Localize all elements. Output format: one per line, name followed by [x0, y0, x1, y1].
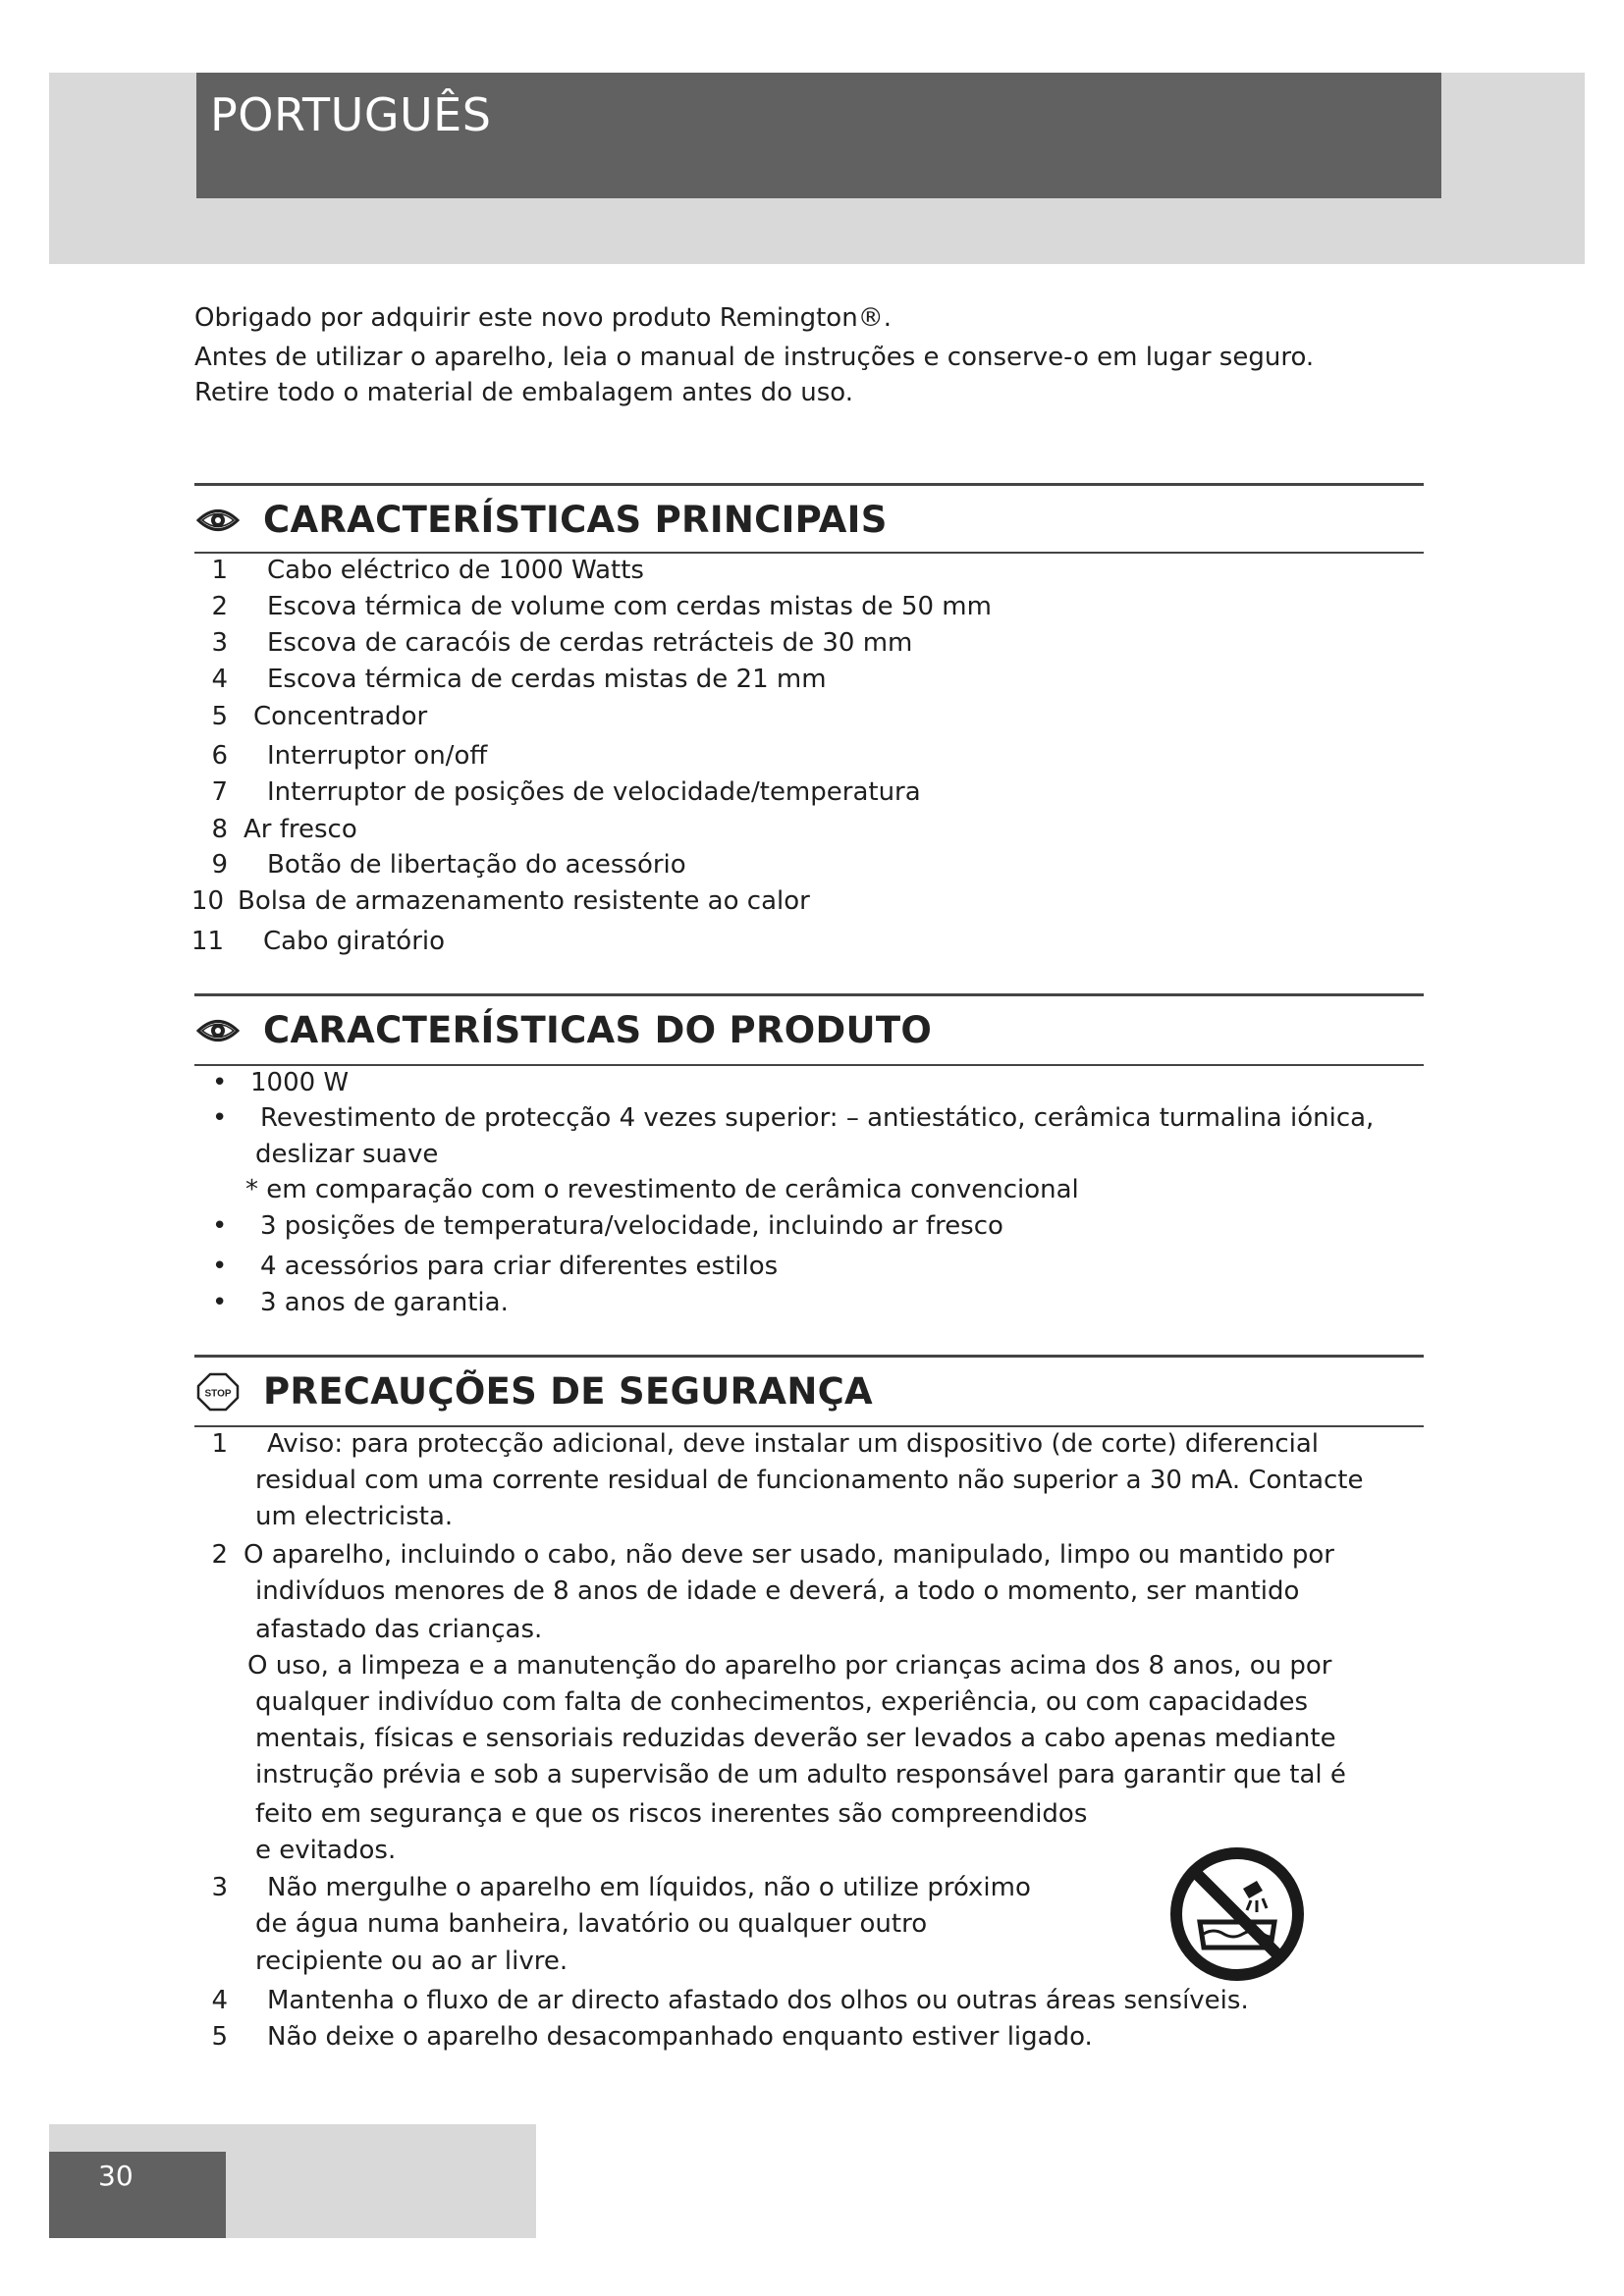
- section-subrule: [194, 1425, 1424, 1427]
- list-item: Cabo giratório: [263, 927, 446, 956]
- list-number: 1: [211, 556, 228, 585]
- list-item: 4 acessórios para criar diferentes estilos: [260, 1252, 779, 1281]
- list-number: 2: [211, 592, 228, 621]
- list-number: 5: [211, 2022, 228, 2052]
- footer-page-box: [49, 2152, 226, 2238]
- safety-line: mentais, físicas e sensoriais reduzidas deverão ser levados a cabo apenas mediante: [255, 1724, 1336, 1753]
- list-item: 3 anos de garantia.: [260, 1288, 509, 1317]
- list-number: 10: [190, 886, 224, 916]
- safety-line: um electricista.: [255, 1502, 454, 1531]
- no-water-immersion-icon: [1168, 1845, 1306, 1983]
- safety-line: Mantenha o fluxo de ar directo afastado dos olhos ou outras áreas sensíveis.: [267, 1986, 1249, 2015]
- product-heading: [194, 1009, 932, 1051]
- safety-line: indivíduos menores de 8 anos de idade e deverá, a todo o momento, ser mantido: [255, 1576, 1300, 1606]
- bullet: •: [212, 1103, 228, 1133]
- list-number: 9: [211, 850, 228, 880]
- list-item: Escova de caracóis de cerdas retrácteis de 30 mm: [267, 628, 913, 658]
- list-number: 1: [211, 1429, 228, 1459]
- intro-line: Retire todo o material de embalagem antes do uso.: [194, 378, 854, 407]
- svg-text:STOP: STOP: [204, 1388, 232, 1399]
- list-number: 6: [211, 741, 228, 771]
- list-number: 4: [211, 1986, 228, 2015]
- list-number: 2: [211, 1540, 228, 1570]
- stop-icon: [194, 1375, 242, 1409]
- list-item: Ar fresco: [244, 815, 357, 844]
- page-number: 30: [98, 2160, 134, 2192]
- safety-line: Aviso: para protecção adicional, deve instalar um dispositivo (de corte) diferencial: [267, 1429, 1320, 1459]
- list-item: 1000 W: [250, 1068, 350, 1097]
- list-number: 3: [211, 628, 228, 658]
- safety-line: qualquer indivíduo com falta de conhecimentos, experiência, ou com capacidades: [255, 1687, 1309, 1717]
- list-item: 3 posições de temperatura/velocidade, incluindo ar fresco: [260, 1211, 1003, 1241]
- safety-line: instrução prévia e sob a supervisão de um adulto responsável para garantir que tal é: [255, 1760, 1346, 1789]
- list-item-footnote: * em comparação com o revestimento de cerâmica convencional: [245, 1175, 1079, 1204]
- safety-line: Não deixe o aparelho desacompanhado enquanto estiver ligado.: [267, 2022, 1093, 2052]
- bullet: •: [212, 1288, 228, 1317]
- list-number: 7: [211, 777, 228, 807]
- section-rule: [194, 993, 1424, 996]
- list-item: Concentrador: [253, 702, 428, 731]
- intro-text: [194, 300, 1451, 410]
- eye-icon: [194, 504, 242, 537]
- list-item-continuation: deslizar suave: [255, 1140, 439, 1169]
- list-number: 5: [211, 702, 228, 731]
- section-rule: [194, 483, 1424, 486]
- features-heading: [194, 499, 888, 541]
- bullet: •: [212, 1068, 228, 1097]
- section-subrule: [194, 552, 1424, 554]
- list-item: Botão de libertação do acessório: [267, 850, 686, 880]
- intro-line: Obrigado por adquirir este novo produto Remington®.: [194, 303, 892, 333]
- safety-line: afastado das crianças.: [255, 1615, 543, 1644]
- safety-line: feito em segurança e que os riscos inerentes são compreendidos: [255, 1799, 1088, 1829]
- section-subrule: [194, 1064, 1424, 1066]
- list-item: Revestimento de protecção 4 vezes superior: – antiestático, cerâmica turmalina iónica,: [260, 1103, 1375, 1133]
- safety-line: de água numa banheira, lavatório ou qualquer outro: [255, 1909, 928, 1939]
- safety-heading: [194, 1370, 873, 1413]
- list-number: 3: [211, 1873, 228, 1902]
- safety-line: O aparelho, incluindo o cabo, não deve ser usado, manipulado, limpo ou mantido por: [244, 1540, 1334, 1570]
- bullet: •: [212, 1252, 228, 1281]
- safety-line: recipiente ou ao ar livre.: [255, 1947, 568, 1976]
- safety-line: e evitados.: [255, 1836, 397, 1865]
- eye-icon: [194, 1014, 242, 1047]
- safety-title: PRECAUÇÕES DE SEGURANÇA: [263, 1370, 873, 1413]
- list-item: Escova térmica de volume com cerdas mistas de 50 mm: [267, 592, 992, 621]
- list-item: Cabo eléctrico de 1000 Watts: [267, 556, 644, 585]
- safety-line: residual com uma corrente residual de funcionamento não superior a 30 mA. Contacte: [255, 1466, 1364, 1495]
- list-item: Interruptor on/off: [267, 741, 488, 771]
- features-title: CARACTERÍSTICAS PRINCIPAIS: [263, 499, 888, 541]
- list-number: 8: [211, 815, 228, 844]
- section-rule: [194, 1355, 1424, 1358]
- list-number: 4: [211, 665, 228, 694]
- list-item: Escova térmica de cerdas mistas de 21 mm: [267, 665, 827, 694]
- safety-line: Não mergulhe o aparelho em líquidos, não o utilize próximo: [267, 1873, 1031, 1902]
- list-item: Interruptor de posições de velocidade/temperatura: [267, 777, 921, 807]
- product-title: CARACTERÍSTICAS DO PRODUTO: [263, 1009, 933, 1051]
- page-title: PORTUGUÊS: [210, 88, 492, 141]
- list-number: 11: [190, 927, 224, 956]
- list-item: Bolsa de armazenamento resistente ao calor: [238, 886, 810, 916]
- bullet: •: [212, 1211, 228, 1241]
- intro-line: Antes de utilizar o aparelho, leia o manual de instruções e conserve-o em lugar seguro.: [194, 343, 1315, 372]
- safety-line: O uso, a limpeza e a manutenção do aparelho por crianças acima dos 8 anos, ou por: [247, 1651, 1332, 1681]
